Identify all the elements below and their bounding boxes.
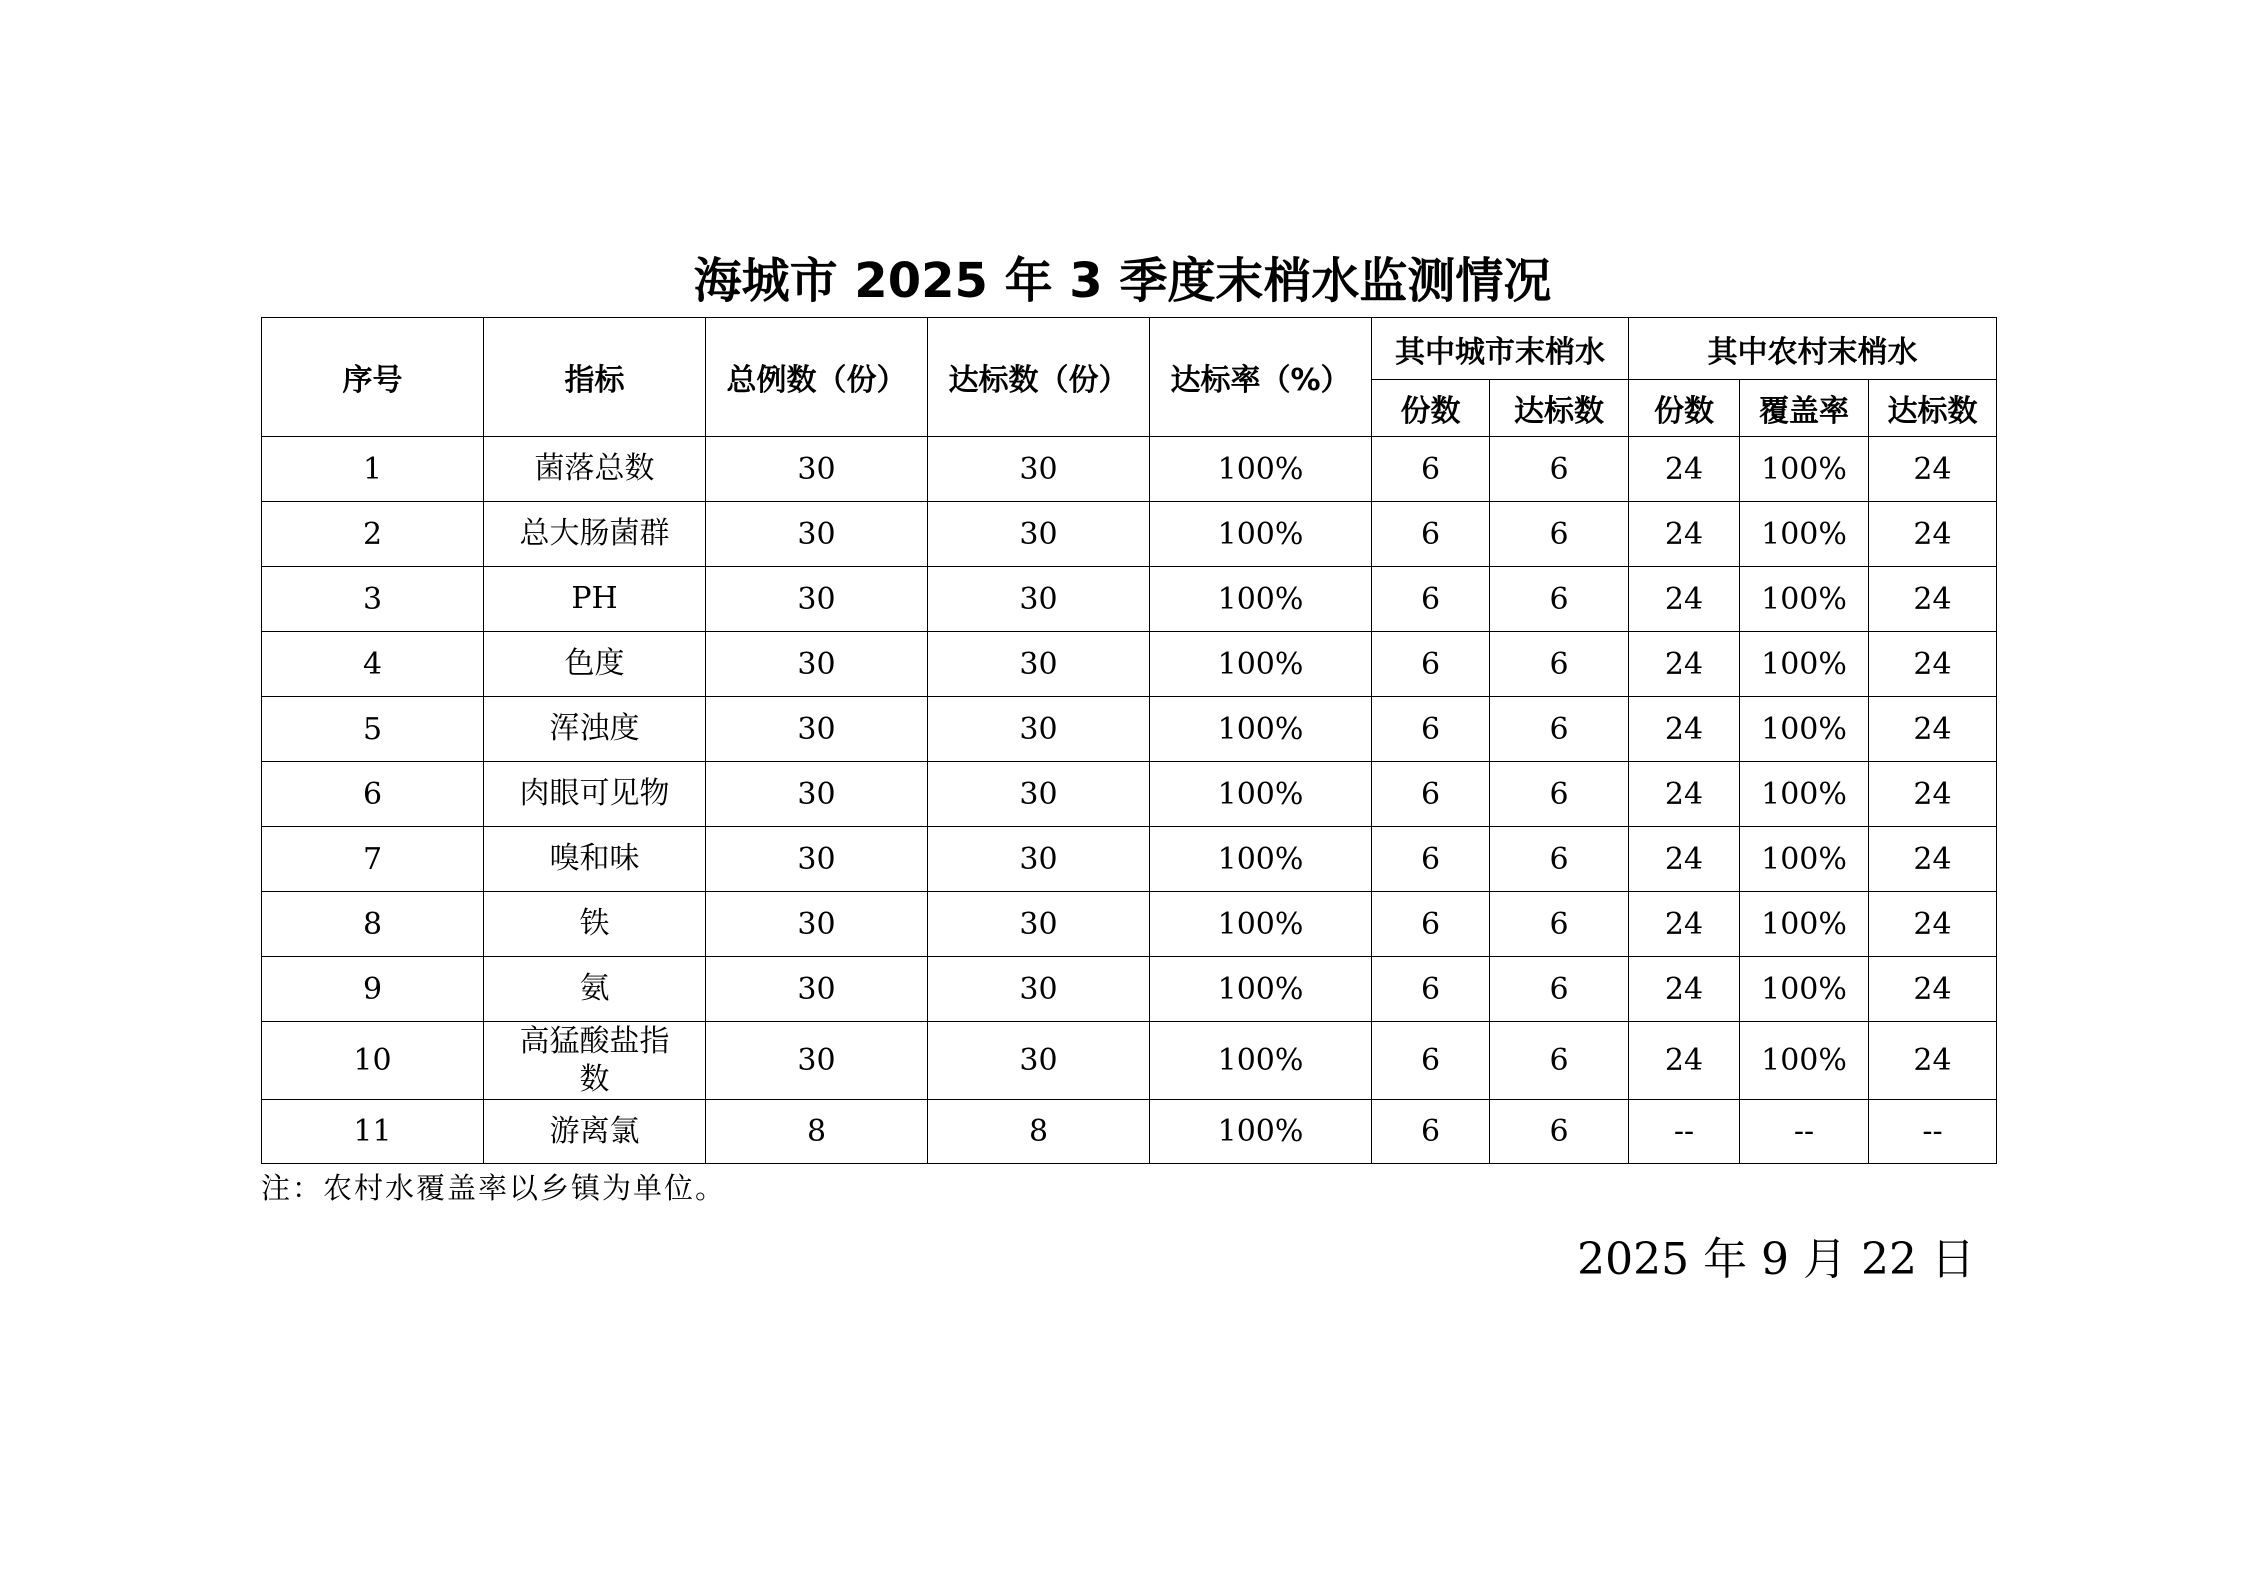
cell-indicator: 肉眼可见物	[484, 762, 706, 827]
header-rural-coverage: 覆盖率	[1740, 380, 1869, 437]
header-indicator: 指标	[484, 318, 706, 437]
cell-total: 30	[706, 632, 928, 697]
cell-seq: 8	[262, 892, 484, 957]
cell-urban-passed: 6	[1490, 827, 1629, 892]
cell-total: 30	[706, 1022, 928, 1100]
cell-urban-count: 6	[1372, 1022, 1490, 1100]
cell-seq: 4	[262, 632, 484, 697]
cell-rate: 100%	[1150, 762, 1372, 827]
cell-rural-passed: 24	[1869, 892, 1997, 957]
cell-urban-count: 6	[1372, 762, 1490, 827]
cell-urban-passed: 6	[1490, 632, 1629, 697]
cell-passed: 30	[928, 697, 1150, 762]
cell-urban-passed: 6	[1490, 892, 1629, 957]
cell-rate: 100%	[1150, 567, 1372, 632]
cell-rate: 100%	[1150, 502, 1372, 567]
cell-rural-passed: 24	[1869, 957, 1997, 1022]
cell-rural-passed: 24	[1869, 762, 1997, 827]
cell-indicator: 氨	[484, 957, 706, 1022]
cell-seq: 9	[262, 957, 484, 1022]
cell-rural-passed: 24	[1869, 632, 1997, 697]
cell-total: 30	[706, 762, 928, 827]
cell-passed: 30	[928, 892, 1150, 957]
cell-rural-passed: 24	[1869, 437, 1997, 502]
cell-indicator: 总大肠菌群	[484, 502, 706, 567]
cell-urban-count: 6	[1372, 1100, 1490, 1164]
cell-urban-passed: 6	[1490, 697, 1629, 762]
cell-rural-coverage: --	[1740, 1100, 1869, 1164]
cell-indicator: 色度	[484, 632, 706, 697]
cell-rural-passed: --	[1869, 1100, 1997, 1164]
cell-rural-passed: 24	[1869, 827, 1997, 892]
table-row	[262, 1022, 1997, 1100]
table-row	[262, 762, 1997, 827]
cell-rural-passed: 24	[1869, 697, 1997, 762]
cell-urban-count: 6	[1372, 957, 1490, 1022]
cell-rural-coverage: 100%	[1740, 437, 1869, 502]
cell-urban-count: 6	[1372, 567, 1490, 632]
cell-rate: 100%	[1150, 957, 1372, 1022]
cell-indicator: 菌落总数	[484, 437, 706, 502]
cell-passed: 30	[928, 762, 1150, 827]
header-rural-group: 其中农村末梢水	[1629, 318, 1997, 380]
cell-rural-coverage: 100%	[1740, 567, 1869, 632]
cell-urban-passed: 6	[1490, 1100, 1629, 1164]
table-row	[262, 502, 1997, 567]
table-row	[262, 437, 1997, 502]
monitoring-table	[261, 317, 1997, 1164]
cell-indicator: 游离氯	[484, 1100, 706, 1164]
cell-indicator: 铁	[484, 892, 706, 957]
table-row	[262, 957, 1997, 1022]
table-row	[262, 827, 1997, 892]
cell-seq: 7	[262, 827, 484, 892]
table-row	[262, 567, 1997, 632]
cell-rural-coverage: 100%	[1740, 502, 1869, 567]
cell-total: 30	[706, 567, 928, 632]
cell-seq: 5	[262, 697, 484, 762]
cell-passed: 30	[928, 632, 1150, 697]
table-row	[262, 697, 1997, 762]
cell-urban-count: 6	[1372, 697, 1490, 762]
cell-passed: 30	[928, 957, 1150, 1022]
cell-urban-passed: 6	[1490, 567, 1629, 632]
cell-rural-count: 24	[1629, 892, 1740, 957]
cell-seq: 11	[262, 1100, 484, 1164]
cell-passed: 30	[928, 1022, 1150, 1100]
header-rate: 达标率（%）	[1150, 318, 1372, 437]
cell-rural-coverage: 100%	[1740, 697, 1869, 762]
cell-rate: 100%	[1150, 892, 1372, 957]
cell-indicator: 高猛酸盐指数	[484, 1022, 706, 1100]
page-title: 海城市 2025 年 3 季度末梢水监测情况	[693, 253, 1552, 309]
header-urban-group: 其中城市末梢水	[1372, 318, 1629, 380]
header-rural-passed: 达标数	[1869, 380, 1997, 437]
header-rural-count: 份数	[1629, 380, 1740, 437]
footnote: 注：农村水覆盖率以乡镇为单位。	[261, 1171, 727, 1205]
cell-urban-passed: 6	[1490, 957, 1629, 1022]
cell-rate: 100%	[1150, 697, 1372, 762]
cell-passed: 30	[928, 567, 1150, 632]
header-seq: 序号	[262, 318, 484, 437]
cell-rural-coverage: 100%	[1740, 957, 1869, 1022]
cell-rate: 100%	[1150, 827, 1372, 892]
cell-rural-coverage: 100%	[1740, 827, 1869, 892]
cell-rural-count: --	[1629, 1100, 1740, 1164]
cell-urban-passed: 6	[1490, 502, 1629, 567]
cell-urban-count: 6	[1372, 502, 1490, 567]
cell-indicator: 浑浊度	[484, 697, 706, 762]
document-date: 2025 年 9 月 22 日	[1577, 1234, 1975, 1285]
cell-urban-passed: 6	[1490, 762, 1629, 827]
cell-rural-count: 24	[1629, 697, 1740, 762]
cell-rural-count: 24	[1629, 1022, 1740, 1100]
cell-rate: 100%	[1150, 437, 1372, 502]
cell-rural-passed: 24	[1869, 567, 1997, 632]
cell-rural-coverage: 100%	[1740, 762, 1869, 827]
header-urban-passed: 达标数	[1490, 380, 1629, 437]
cell-indicator: 嗅和味	[484, 827, 706, 892]
header-passed: 达标数（份）	[928, 318, 1150, 437]
cell-rural-passed: 24	[1869, 1022, 1997, 1100]
cell-total: 30	[706, 957, 928, 1022]
cell-rural-count: 24	[1629, 762, 1740, 827]
cell-urban-passed: 6	[1490, 1022, 1629, 1100]
cell-rate: 100%	[1150, 1100, 1372, 1164]
cell-passed: 8	[928, 1100, 1150, 1164]
table-row	[262, 1100, 1997, 1164]
cell-rural-count: 24	[1629, 632, 1740, 697]
cell-total: 30	[706, 502, 928, 567]
cell-seq: 6	[262, 762, 484, 827]
header-total: 总例数（份）	[706, 318, 928, 437]
cell-rate: 100%	[1150, 1022, 1372, 1100]
cell-rural-coverage: 100%	[1740, 632, 1869, 697]
cell-seq: 10	[262, 1022, 484, 1100]
header-urban-count: 份数	[1372, 380, 1490, 437]
cell-total: 30	[706, 827, 928, 892]
cell-rural-count: 24	[1629, 437, 1740, 502]
cell-rural-count: 24	[1629, 502, 1740, 567]
table-body	[262, 437, 1997, 1164]
cell-rural-coverage: 100%	[1740, 892, 1869, 957]
cell-total: 8	[706, 1100, 928, 1164]
cell-urban-count: 6	[1372, 632, 1490, 697]
cell-seq: 2	[262, 502, 484, 567]
cell-total: 30	[706, 437, 928, 502]
cell-rural-count: 24	[1629, 827, 1740, 892]
cell-passed: 30	[928, 827, 1150, 892]
cell-passed: 30	[928, 437, 1150, 502]
cell-rural-coverage: 100%	[1740, 1022, 1869, 1100]
cell-rural-count: 24	[1629, 957, 1740, 1022]
cell-passed: 30	[928, 502, 1150, 567]
cell-urban-count: 6	[1372, 892, 1490, 957]
cell-indicator: PH	[484, 567, 706, 632]
cell-rate: 100%	[1150, 632, 1372, 697]
cell-urban-passed: 6	[1490, 437, 1629, 502]
cell-urban-count: 6	[1372, 827, 1490, 892]
table-row	[262, 892, 1997, 957]
cell-total: 30	[706, 697, 928, 762]
cell-seq: 3	[262, 567, 484, 632]
cell-rural-count: 24	[1629, 567, 1740, 632]
table-header-row	[262, 318, 1997, 380]
cell-seq: 1	[262, 437, 484, 502]
cell-rural-passed: 24	[1869, 502, 1997, 567]
table-row	[262, 632, 1997, 697]
cell-total: 30	[706, 892, 928, 957]
cell-urban-count: 6	[1372, 437, 1490, 502]
